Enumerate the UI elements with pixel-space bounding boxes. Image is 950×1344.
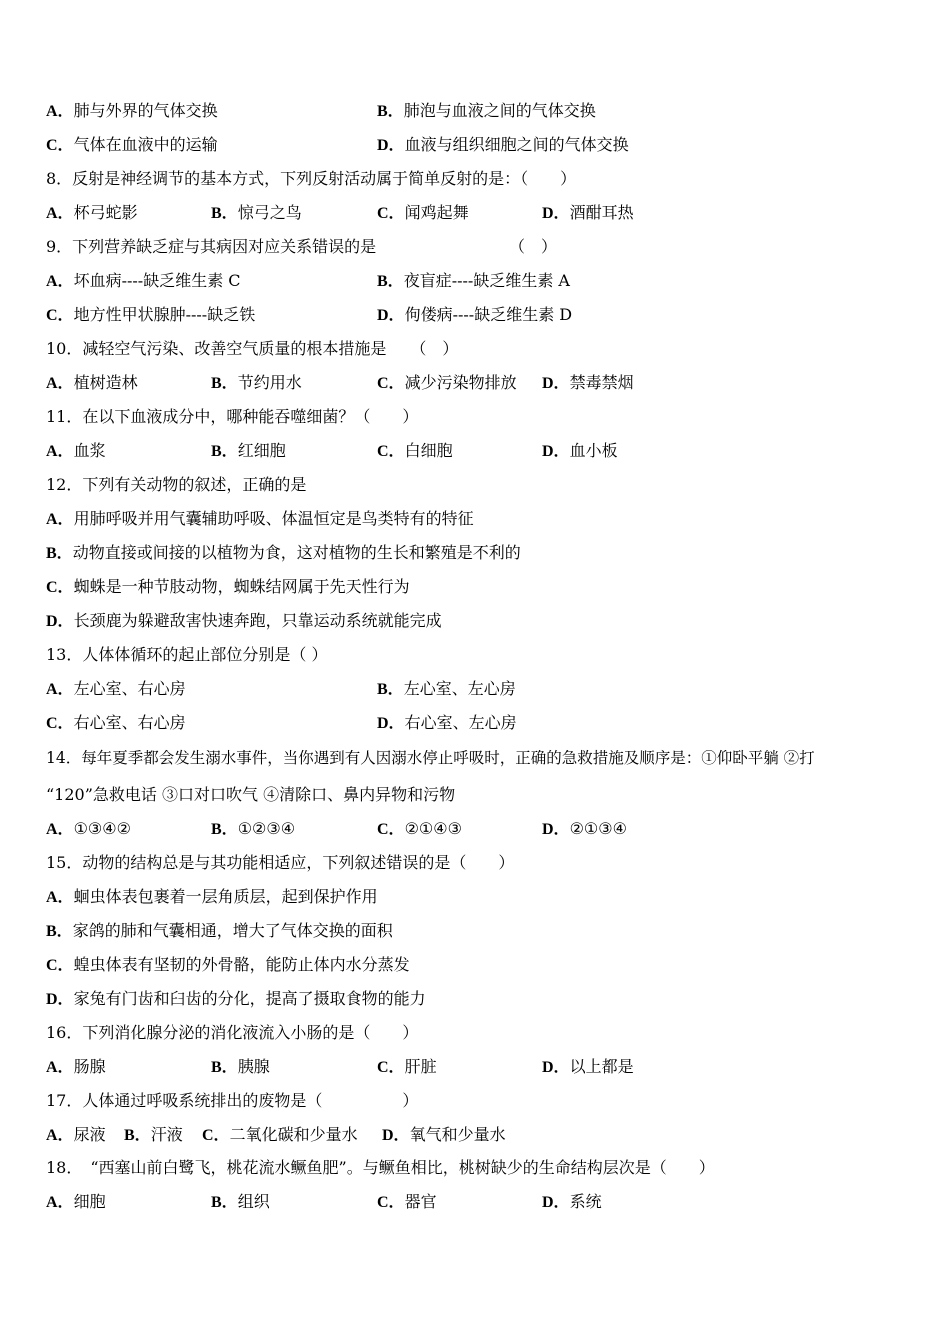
q18-stem: 18． “西塞山前白鹭飞，桃花流水鳜鱼肥”。与鳜鱼相比，桃树缺少的生命结构层次是（ ） bbox=[46, 1158, 715, 1177]
q14-stem-line-2: “120”急救电话 ③口对口吹气 ④清除口、鼻内异物和污物 bbox=[46, 785, 456, 804]
q10-option-c: C．减少污染物排放 bbox=[377, 373, 517, 392]
q18-option-b: B．组织 bbox=[211, 1192, 270, 1211]
q9-option-a: A．坏血病----缺乏维生素 C bbox=[46, 271, 241, 290]
q8-option-d: D．酒酣耳热 bbox=[542, 203, 634, 222]
q17-stem: 17．人体通过呼吸系统排出的废物是（ ） bbox=[46, 1091, 419, 1110]
q8-option-b: B．惊弓之鸟 bbox=[211, 203, 302, 222]
q12-stem: 12．下列有关动物的叙述，正确的是 bbox=[46, 475, 307, 494]
q16-option-a: A．肠腺 bbox=[46, 1057, 106, 1076]
q14-stem-line-1: 14．每年夏季都会发生溺水事件，当你遇到有人因溺水停止呼吸时，正确的急救措施及顺序是：①仰卧平躺 ②打 bbox=[46, 749, 815, 767]
q13-option-c: C．右心室、右心房 bbox=[46, 713, 186, 732]
q9-answer-bracket: （ ） bbox=[509, 237, 558, 256]
q7-option-c: C．气体在血液中的运输 bbox=[46, 135, 218, 154]
q8-option-a: A．杯弓蛇影 bbox=[46, 203, 138, 222]
q9-option-d: D．佝偻病----缺乏维生素 D bbox=[377, 305, 573, 324]
q15-stem: 15．动物的结构总是与其功能相适应，下列叙述错误的是（ ） bbox=[46, 853, 515, 872]
q13-option-b: B．左心室、左心房 bbox=[377, 679, 516, 698]
q12-option-c: C．蜘蛛是一种节肢动物，蜘蛛结网属于先天性行为 bbox=[46, 577, 410, 596]
q13-option-d: D．右心室、左心房 bbox=[377, 713, 517, 732]
q8-stem: 8．反射是神经调节的基本方式，下列反射活动属于简单反射的是：（ ） bbox=[46, 169, 577, 188]
q18-option-a: A．细胞 bbox=[46, 1192, 106, 1211]
q10-option-b: B．节约用水 bbox=[211, 373, 302, 392]
q7-option-d: D．血液与组织细胞之间的气体交换 bbox=[377, 135, 629, 154]
q18-option-d: D．系统 bbox=[542, 1192, 602, 1211]
q16-stem: 16．下列消化腺分泌的消化液流入小肠的是（ ） bbox=[46, 1023, 419, 1042]
q14-option-d: D．②①③④ bbox=[542, 819, 627, 838]
q15-option-b: B．家鸽的肺和气囊相通，增大了气体交换的面积 bbox=[46, 921, 393, 940]
q10-option-d: D．禁毒禁烟 bbox=[542, 373, 634, 392]
q14-option-a: A．①③④② bbox=[46, 819, 131, 838]
q11-option-c: C．白细胞 bbox=[377, 441, 453, 460]
q13-stem: 13．人体体循环的起止部位分别是（ ） bbox=[46, 645, 328, 664]
q16-option-c: C．肝脏 bbox=[377, 1057, 437, 1076]
q9-stem: 9．下列营养缺乏症与其病因对应关系错误的是 bbox=[46, 237, 377, 256]
q12-option-b: B．动物直接或间接的以植物为食，这对植物的生长和繁殖是不利的 bbox=[46, 543, 521, 562]
q12-option-d: D．长颈鹿为躲避敌害快速奔跑，只靠运动系统就能完成 bbox=[46, 611, 442, 630]
q17-option-b: B．汗液 bbox=[124, 1125, 183, 1144]
q16-option-b: B．胰腺 bbox=[211, 1057, 270, 1076]
q11-option-d: D．血小板 bbox=[542, 441, 618, 460]
q8-option-c: C．闻鸡起舞 bbox=[377, 203, 469, 222]
q17-option-a: A．尿液 bbox=[46, 1125, 106, 1144]
q18-option-c: C．器官 bbox=[377, 1192, 437, 1211]
q9-option-c: C．地方性甲状腺肿----缺乏铁 bbox=[46, 305, 256, 324]
q11-stem: 11．在以下血液成分中，哪种能吞噬细菌？（ ） bbox=[46, 407, 419, 426]
q13-option-a: A．左心室、右心房 bbox=[46, 679, 186, 698]
q14-option-b: B．①②③④ bbox=[211, 819, 296, 838]
q9-option-b: B．夜盲症----缺乏维生素 A bbox=[377, 271, 570, 290]
q16-option-d: D．以上都是 bbox=[542, 1057, 634, 1076]
q12-option-a: A．用肺呼吸并用气囊辅助呼吸、体温恒定是鸟类特有的特征 bbox=[46, 509, 474, 528]
q11-option-a: A．血浆 bbox=[46, 441, 106, 460]
q17-option-c: C．二氧化碳和少量水 bbox=[202, 1125, 358, 1144]
q14-option-c: C．②①④③ bbox=[377, 819, 462, 838]
q10-stem: 10．减轻空气污染、改善空气质量的根本措施是 （ ） bbox=[46, 339, 459, 358]
q15-option-c: C．蝗虫体表有坚韧的外骨骼，能防止体内水分蒸发 bbox=[46, 955, 410, 974]
q7-option-b: B．肺泡与血液之间的气体交换 bbox=[377, 101, 596, 120]
q15-option-d: D．家兔有门齿和臼齿的分化，提高了摄取食物的能力 bbox=[46, 989, 426, 1008]
q11-option-b: B．红细胞 bbox=[211, 441, 286, 460]
q7-option-a: A．肺与外界的气体交换 bbox=[46, 101, 218, 120]
q17-option-d: D．氧气和少量水 bbox=[382, 1125, 506, 1144]
q10-option-a: A．植树造林 bbox=[46, 373, 138, 392]
q15-option-a: A．蛔虫体表包裹着一层角质层，起到保护作用 bbox=[46, 887, 378, 906]
